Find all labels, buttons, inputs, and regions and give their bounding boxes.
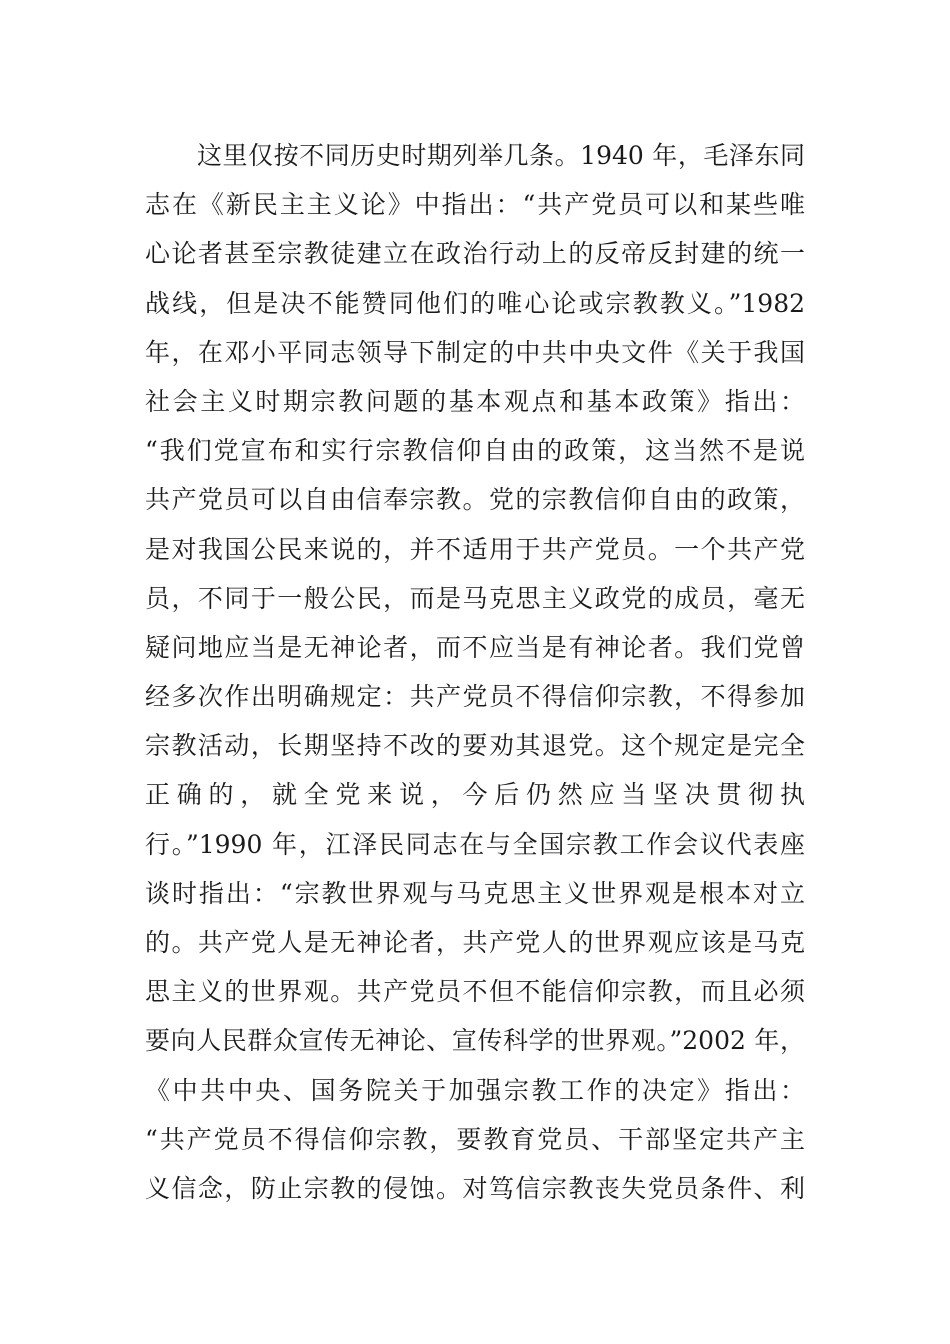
text-line: 宗教活动，长期坚持不改的要劝其退党。这个规定是完全 — [145, 731, 805, 761]
text-line: 经多次作出明确规定：共产党员不得信仰宗教，不得参加 — [145, 682, 805, 712]
text-line: “我们党宣布和实行宗教信仰自由的政策，这当然不是说 — [145, 436, 805, 466]
text-line: 是对我国公民来说的，并不适用于共产党员。一个共产党 — [145, 534, 805, 564]
body-paragraph — [145, 131, 805, 1213]
text-line: 的。共产党人是无神论者，共产党人的世界观应该是马克 — [145, 928, 805, 957]
text-line: 要向人民群众宣传无神论、宣传科学的世界观。”2002 年， — [145, 1026, 805, 1056]
text-line: 疑问地应当是无神论者，而不应当是有神论者。我们党曾 — [145, 632, 805, 662]
text-line: 义信念，防止宗教的侵蚀。对笃信宗教丧失党员条件、利 — [145, 1173, 805, 1203]
text-line: 行。”1990 年，江泽民同志在与全国宗教工作会议代表座 — [145, 829, 805, 859]
text-line: 社会主义时期宗教问题的基本观点和基本政策》指出： — [145, 386, 805, 416]
text-line: 志在《新民主主义论》中指出：“共产党员可以和某些唯 — [145, 190, 805, 220]
text-line: 战线，但是决不能赞同他们的唯心论或宗教教义。”1982 — [145, 288, 805, 318]
text-line: “共产党员不得信仰宗教，要教育党员、干部坚定共产主 — [145, 1124, 805, 1154]
text-line: 年，在邓小平同志领导下制定的中共中央文件《关于我国 — [145, 337, 805, 367]
text-line: 这里仅按不同历史时期列举几条。1940 年，毛泽东同 — [197, 141, 805, 170]
text-line: 谈时指出：“宗教世界观与马克思主义世界观是根本对立 — [145, 878, 805, 908]
text-line: 心论者甚至宗教徒建立在政治行动上的反帝反封建的统一 — [145, 239, 805, 269]
text-line: 共产党员可以自由信奉宗教。党的宗教信仰自由的政策， — [145, 485, 805, 515]
text-line: 员，不同于一般公民，而是马克思主义政党的成员，毫无 — [145, 583, 805, 613]
text-line: 思主义的世界观。共产党员不但不能信仰宗教，而且必须 — [145, 977, 805, 1007]
text-line: 《中共中央、国务院关于加强宗教工作的决定》指出： — [145, 1075, 805, 1105]
text-line: 正确的，就全党来说，今后仍然应当坚决贯彻执 — [145, 780, 805, 810]
